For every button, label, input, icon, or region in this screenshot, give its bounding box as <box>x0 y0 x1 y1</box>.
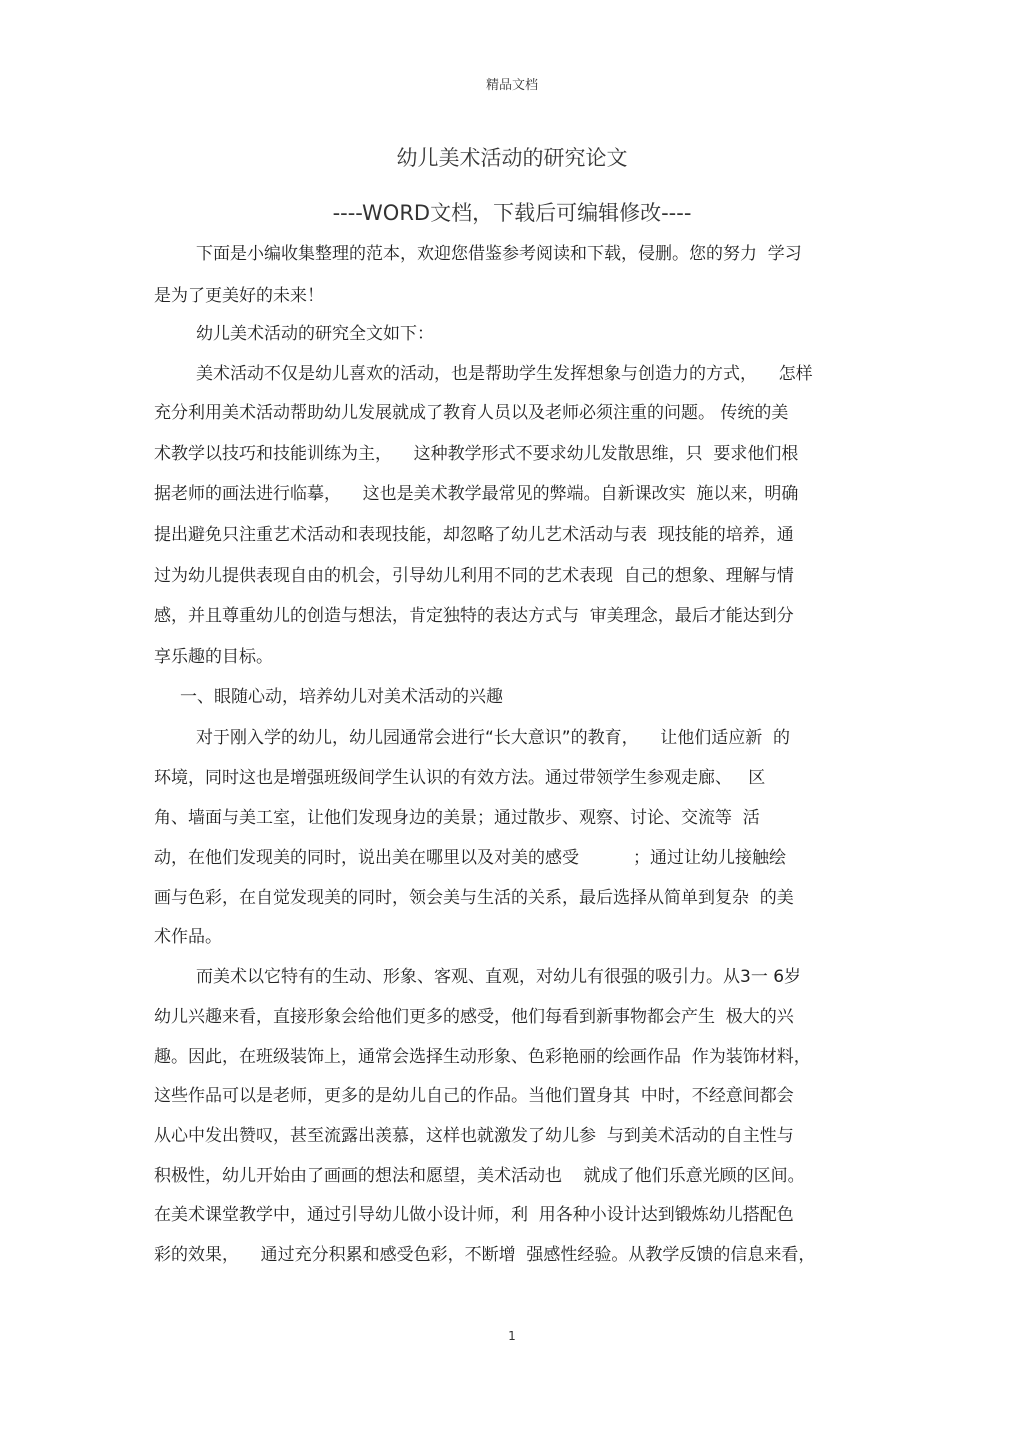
page-number: 1 <box>508 1329 516 1343</box>
paragraph-2-line: 画与色彩，在自觉发现美的同时，领会美与生活的关系，最后选择从简单到复杂 的美 <box>154 888 794 908</box>
paragraph-1-line: 提出避免只注重艺术活动和表现技能，却忽略了幼儿艺术活动与表 现技能的培养，通 <box>154 525 794 545</box>
paragraph-1-line: 感，并且尊重幼儿的创造与想法，肯定独特的表达方式与 审美理念，最后才能达到分 <box>154 606 794 626</box>
paragraph-1-line: 过为幼儿提供表现自由的机会，引导幼儿利用不同的艺术表现 自己的想象、理解与情 <box>154 566 794 586</box>
paragraph-3-line: 趣。因此，在班级装饰上，通常会选择生动形象、色彩艳丽的绘画作品 作为装饰材料， <box>154 1047 811 1067</box>
paragraph-2-line: 环境，同时这也是增强班级间学生认识的有效方法。通过带领学生参观走廊、 区 <box>154 768 766 788</box>
paragraph-2-line: 对于刚入学的幼儿，幼儿园通常会进行“长大意识”的教育， 让他们适应新 的 <box>196 728 791 748</box>
document-subtitle: ----WORD文档，下载后可编辑修改---- <box>332 201 692 225</box>
section-heading: 一、眼随心动，培养幼儿对美术活动的兴趣 <box>180 687 503 707</box>
paragraph-3-line: 彩的效果， 通过充分积累和感受色彩，不断增 强感性经验。从教学反馈的信息来看， <box>154 1245 816 1265</box>
lead-line: 幼儿美术活动的研究全文如下： <box>196 324 434 344</box>
paragraph-2-line: 术作品。 <box>154 927 222 947</box>
paragraph-3-line: 幼儿兴趣来看，直接形象会给他们更多的感受，他们每看到新事物都会产生 极大的兴 <box>154 1007 794 1027</box>
paragraph-1-line: 美术活动不仅是幼儿喜欢的活动，也是帮助学生发挥想象与创造力的方式， 怎样 <box>196 364 813 384</box>
paragraph-1-line: 据老师的画法进行临摹， 这也是美术教学最常见的弊端。自新课改实 施以来，明确 <box>154 484 799 504</box>
intro-line: 下面是小编收集整理的范本，欢迎您借鉴参考阅读和下载，侵删。您的努力 学习 <box>196 244 802 264</box>
paragraph-3-line: 这些作品可以是老师，更多的是幼儿自己的作品。当他们置身其 中时，不经意间都会 <box>154 1086 794 1106</box>
paragraph-2-line: 角、墙面与美工室，让他们发现身边的美景；通过散步、观察、讨论、交流等 活 <box>154 808 760 828</box>
paragraph-1-line: 术教学以技巧和技能训练为主， 这种教学形式不要求幼儿发散思维，只 要求他们根 <box>154 444 799 464</box>
paragraph-3-line: 积极性，幼儿开始由了画画的想法和愿望，美术活动也 就成了他们乐意光顾的区间。 <box>154 1166 805 1186</box>
page-header: 精品文档 <box>485 78 538 93</box>
paragraph-1-line: 享乐趣的目标。 <box>154 647 273 667</box>
paragraph-3-line: 在美术课堂教学中，通过引导幼儿做小设计师，利 用各种小设计达到锻炼幼儿搭配色 <box>154 1205 794 1225</box>
document-title: 幼儿美术活动的研究论文 <box>396 146 628 170</box>
paragraph-3-line: 而美术以它特有的生动、形象、客观、直观，对幼儿有很强的吸引力。从3一 6岁 <box>196 967 802 987</box>
paragraph-2-line: 动，在他们发现美的同时，说出美在哪里以及对美的感受 ；通过让幼儿接触绘 <box>154 848 787 868</box>
paragraph-3-line: 从心中发出赞叹，甚至流露出羡慕，这样也就激发了幼儿参 与到美术活动的自主性与 <box>154 1126 794 1146</box>
paragraph-1-line: 充分利用美术活动帮助幼儿发展就成了教育人员以及老师必须注重的问题。 传统的美 <box>154 403 789 423</box>
intro-line: 是为了更美好的未来！ <box>154 286 324 306</box>
